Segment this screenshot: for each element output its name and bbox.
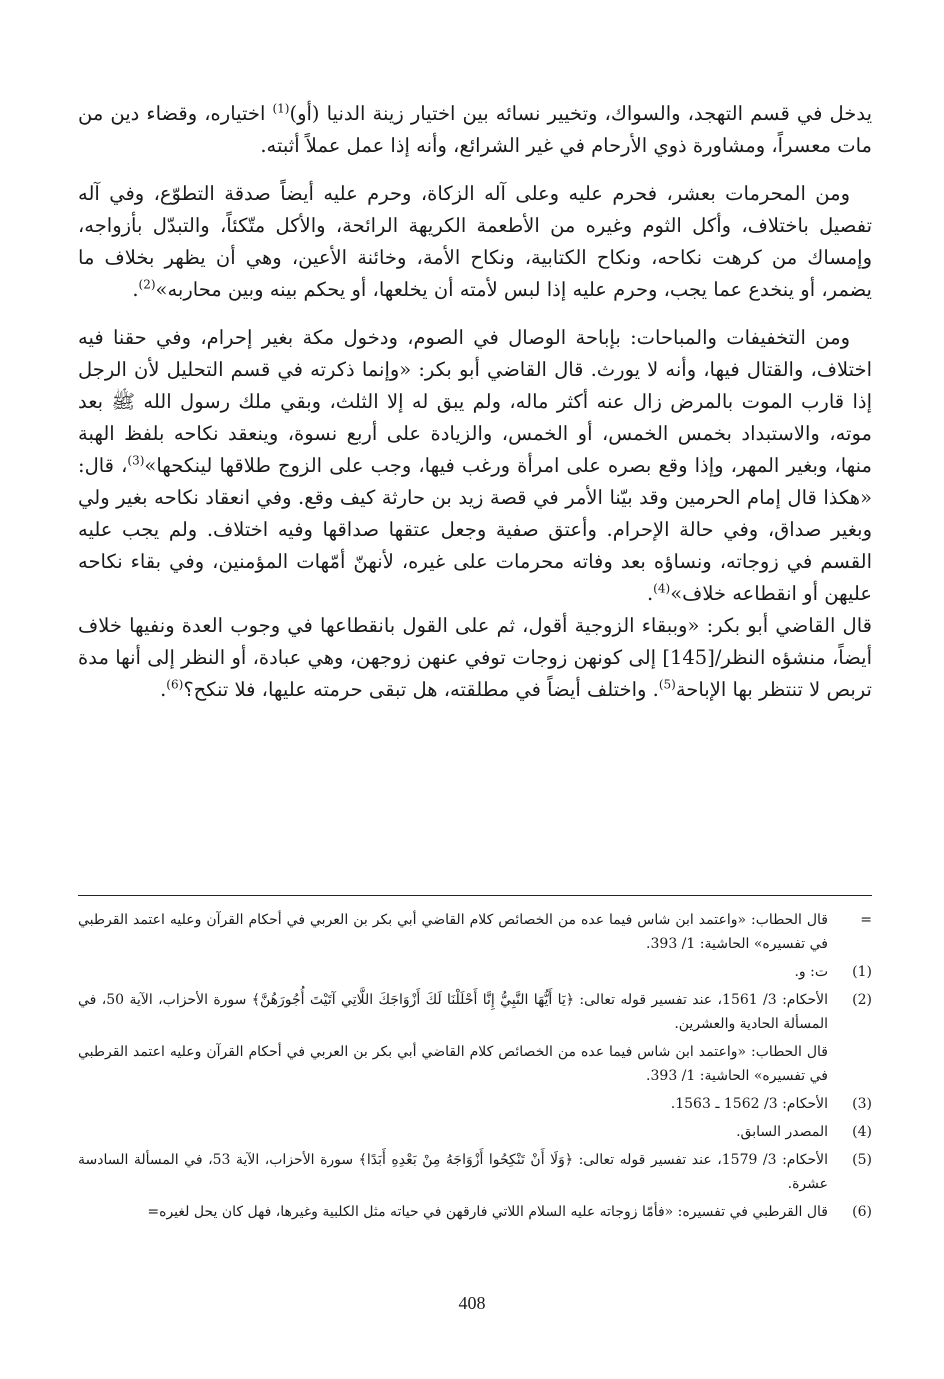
footnote-carryover [78,908,872,956]
paragraph-1-text: يدخل في قسم التهجد، والسواك، وتخيير نسائه بين اختيار زينة الدنيا (أو) [289,102,873,125]
page-number: 408 [458,1293,486,1313]
paragraph-3-tail: ، قال: «هكذا قال إمام الحرمين وقد بيّنا الأمر في قصة زيد بن حارثة كيف وقع. وفي انعقاد نكاحه بغير ولي وبغير صداق، وفي حالة الإحرام. وأعتق صفية وجعل عتقها صداقها وفيه اختلاف. ولم يجب عليه القسم في زوجاته، ونساؤه بعد وفاته محرمات على غيره، لأنهنّ أمّهات المؤمنين، وفي بقاء نكاحه عليهن أو انقطاعه خلاف» [78,454,872,605]
footnote-text: ت: و. [794,964,828,980]
paragraph-3-text: ومن التخفيفات والمباحات: بإباحة الوصال في الصوم، ودخول مكة بغير إحرام، وفي حقنا فيه اختلاف، والقتال فيها، وأنه لا يورث. قال القاضي أبو بكر: «وإنما ذكرته في قسم التحليل لأن الرجل إذا قارب الموت بالمرض زال عنه أكثر ماله، ولم يبق له إلا الثلث، وبقي ملك رسول الله ﷺ بعد موته، والاستبداد بخمس الخمس، أو الخمس، والزيادة على أربع نسوة، وينعقد نكاحه بلفظ الهبة منها، وبغير المهر، وإذا وقع بصره على امرأة ورغب فيها، وجب على الزوج طلاقها لينكحها» [78,326,872,477]
paragraph-2-tail: . [132,278,139,301]
paragraph-3 [78,322,872,610]
footnote-text: المصدر السابق. [736,1124,828,1140]
footnote-text: قال القرطبي في تفسيره: «فأمّا زوجاته عليه السلام اللاتي فارقهن في حياته مثل الكلبية وغيرها، فهل كان يحل لغيره= [147,1204,828,1220]
footnote-number: (2) [852,992,872,1008]
paragraph-4-tail: . واختلف أيضاً في مطلقته، هل تبقى حرمته عليها، فلا تنكح؟ [183,678,659,701]
footnote-ref-3: (3) [127,453,145,468]
footnote-ref-2: (2) [138,277,156,292]
footnote-2 [78,988,872,1036]
footnotes [78,908,872,1228]
footnote-text: الأحكام: 3/ 1562 ـ 1563. [670,1096,828,1112]
footnote-text: قال الحطاب: «واعتمد ابن شاس فيما عده من الخصائص كلام القاضي أبي بكر بن العربي في أحكام القرآن وعليه اعتمد القرطبي في تفسيره» الحاشية: 1/ 393. [78,1044,828,1084]
footnote-separator [78,895,872,896]
paragraph-4-tail2: . [160,678,167,701]
main-text [78,98,872,706]
carryover-text: قال الحطاب: «واعتمد ابن شاس فيما عده من الخصائص كلام القاضي أبي بكر بن العربي في أحكام القرآن وعليه اعتمد القرطبي في تفسيره» الحاشية: 1/ 393. [78,912,828,952]
paragraph-2-text: ومن المحرمات بعشر، فحرم عليه وعلى آله الزكاة، وحرم عليه أيضاً صدقة التطوّع، وفي آله تفصيل باختلاف، وأكل الثوم وغيره من الأطعمة الكريهة الرائحة، والأكل متّكئاً، والتبدّل بأزواجه، وإمساك من كرهت نكاحه، ونكاح الكتابية، ونكاح الأمة، وخائنة الأعين، وهي أن يظهر بخلاف ما يضمر، أو ينخدع عما يجب، وحرم عليه إذا لبس لأمته أن يخلعها، أو يحكم بينه وبين محاربه» [78,182,872,301]
footnote-ref-4: (4) [653,581,671,596]
footnote-number: (4) [852,1124,872,1140]
footnote-6 [78,1200,872,1224]
footnote-4 [78,1120,872,1144]
paragraph-4-text: قال القاضي أبو بكر: «وببقاء الزوجية أقول، ثم على القول بانقطاعها في وجوب العدة ونفيها خلاف أيضاً، منشؤه النظر/[145] إلى كونهن زوجات توفي عنهن زوجهن، وهي عبادة، أو النظر إلى أنها مدة تربص لا تنتظر بها الإباحة [78,614,872,701]
paragraph-1-tail: اختياره، وقضاء دين من مات معسراً، ومشاورة ذوي الأرحام في غير الشرائع، وأنه إذا عمل عملاً أثبته. [78,102,872,157]
footnote-ref-5: (5) [658,677,676,692]
footnote-1 [78,960,872,984]
paragraph-1 [78,98,872,162]
footnote-number: (1) [852,964,872,980]
footnote-ref-6: (6) [166,677,184,692]
footnote-number: (5) [852,1152,872,1168]
paragraph-3-tail2: . [646,582,654,605]
paragraph-4 [78,610,872,706]
footnote-number: (6) [852,1204,872,1220]
paragraph-2 [78,178,872,306]
footnote-2-continuation [78,1040,872,1088]
footnote-number: (3) [852,1096,872,1112]
footnote-ref-1: (1) [272,101,290,116]
footnote-text: الأحكام: 3/ 1579، عند تفسير قوله تعالى: ﴿وَلَا أَنْ تَنْكِحُوا أَزْوَاجَهُ مِنْ بَعْدِهِ أَبَدًا﴾ سورة الأحزاب، الآية 53، في المسألة السادسة عشرة. [78,1152,828,1192]
footnote-3 [78,1092,872,1116]
footnote-text: الأحكام: 3/ 1561، عند تفسير قوله تعالى: ﴿يَا أَيُّهَا النَّبِيُّ إِنَّا أَحْلَلْنَا لَكَ أَزْوَاجَكَ اللَّاتِي آتَيْتَ أُجُورَهُنَّ﴾ سورة الأحزاب، الآية 50، في المسألة الحادية والعشرين. [78,992,828,1032]
carryover-mark: = [860,912,872,928]
footnote-5 [78,1148,872,1196]
